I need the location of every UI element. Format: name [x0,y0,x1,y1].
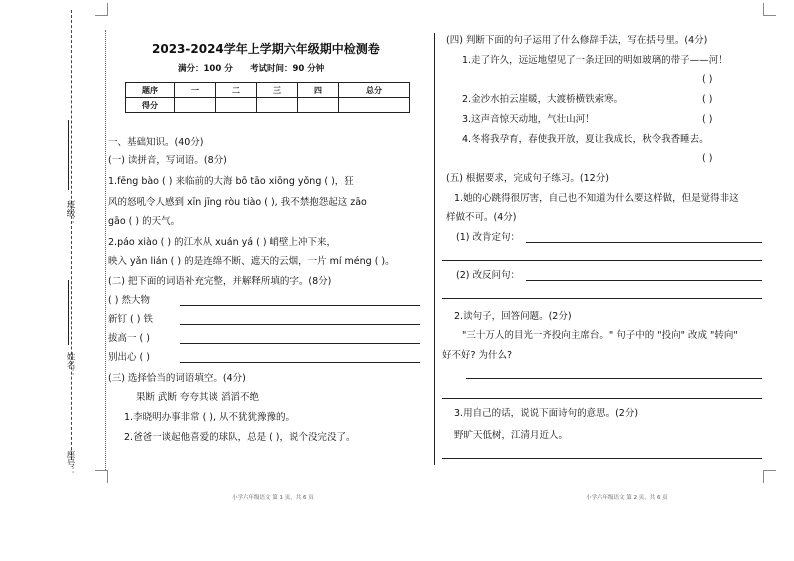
answer-line[interactable] [180,324,420,325]
question-text: 3.这声音惊天动地，气壮山河！ [462,114,595,125]
part-heading: (三) 选择恰当的词语填空。(4分) [108,373,246,384]
score-header: 题序 [126,83,175,98]
binding-line-solid [105,30,106,470]
question-text: 4.冬将我孕育，春使我开放，夏让我成长，秋令我香睡去。 [462,134,709,145]
class-blank [68,120,69,190]
score-cell[interactable] [339,98,410,113]
score-table [125,82,410,113]
word-item: ( ) 然大物 [108,295,150,306]
score-cell[interactable] [257,98,298,113]
question-text: 1.fēng bào ( ) 来临前的大海 bō tāo xiōng yǒng ( )，狂 [108,176,354,187]
answer-line[interactable] [442,458,762,459]
exam-time: 考试时间：90 分钟 [250,64,325,74]
sub-question: (1) 改肯定句： [456,232,520,243]
score-header: 总分 [339,83,410,98]
question-text: 2.爸爸一谈起他喜爱的球队，总是 ( )，说个没完没了。 [124,432,356,443]
answer-paren[interactable]: ( ) [702,94,713,105]
answer-line[interactable] [442,260,762,261]
answer-line[interactable] [466,378,762,379]
sub-question: (2) 改反问句： [456,270,520,281]
question-text: 映入 yǎn lián ( ) 的是连绵不断、遮天的云烟，一片 mí méng ( )。 [108,256,395,267]
word-item: 新钉 ( ) 铁 [108,314,153,325]
question-text: 1.走了许久，远远地望见了一条迂回的明如玻璃的带子——河！ [462,55,728,66]
word-options: 果断 武断 夸夸其谈 滔滔不绝 [136,392,260,403]
page-title: 2023-2024学年上学期六年级期中检测卷 [152,42,380,56]
name-label: 姓名： [65,352,75,378]
answer-paren[interactable]: ( ) [702,153,713,164]
part-heading: (四) 判断下面的句子运用了什么修辞手法，写在括号里。(4分) [446,35,708,46]
word-item: 别出心 ( ) [108,352,150,363]
answer-line[interactable] [180,305,420,306]
question-text: 风的怒吼令人感到 xīn jīng ròu tiào ( ), 我不禁抱怨起这 zāo [108,197,367,208]
corner-mark [95,3,108,16]
class-label: 班级： [65,200,75,226]
column-divider [434,33,435,465]
question-text: 好不好? 为什么? [442,350,513,361]
section-heading: 一、基础知识。(40分) [108,137,204,148]
corner-mark [763,470,776,483]
question-text: 2.读句子，回答问题。(2分) [454,311,572,322]
question-text: 2.páo xiào ( ) 的江水从 xuán yá ( ) 峭壁上冲下来， [108,237,337,248]
score-header: 一 [175,83,216,98]
score-cell[interactable] [175,98,216,113]
corner-mark [763,3,776,16]
answer-line[interactable] [180,343,420,344]
score-cell[interactable] [216,98,257,113]
score-header: 二 [216,83,257,98]
question-text: 3.用自己的话，说说下面诗句的意思。(2分) [454,408,639,419]
score-cell[interactable] [298,98,339,113]
poem-line: 野旷天低树，江清月近人。 [454,430,569,441]
page-footer: 小学六年级语文 第 1 页，共 6 页 [232,495,314,501]
score-row-label: 得分 [126,98,175,113]
answer-line[interactable] [442,298,762,299]
part-heading: (五) 根据要求，完成句子练习。(12分) [446,173,609,184]
question-text: 2.金沙水拍云崖暖，大渡桥横铁索寒。 [462,94,624,105]
question-text: 1.李晓明办事非常 ( ), 从不犹犹豫豫的。 [124,412,296,423]
binding-line [71,10,72,460]
answer-line[interactable] [526,280,762,281]
question-text: 1.她的心跳得很厉害，自己也不知道为什么要这样做，但是觉得非这 [454,193,739,204]
answer-line[interactable] [526,242,762,243]
seat-label: 座号： [65,450,75,476]
answer-paren[interactable]: ( ) [702,114,713,125]
answer-line[interactable] [442,398,762,399]
question-text: gāo ( ) 的天气。 [108,216,181,227]
word-item: 拔高一 ( ) [108,333,150,344]
score-header: 四 [298,83,339,98]
part-heading: (一) 读拼音，写词语。(8分) [108,155,227,166]
corner-mark [95,470,108,483]
question-text: 样做不可。(4分) [446,212,517,223]
score-header: 三 [257,83,298,98]
question-text: "三十万人的目光一齐投向主席台。" 句子中的 "投向" 改成 "转向" [462,330,738,341]
answer-paren[interactable]: ( ) [702,74,713,85]
part-heading: (二) 把下面的词语补充完整，并解释所填的字。(8分) [108,276,332,287]
answer-line[interactable] [180,362,420,363]
full-score: 满分：100 分 [178,64,233,74]
name-blank [68,280,69,345]
page-footer: 小学六年级语文 第 2 页，共 6 页 [586,495,668,501]
